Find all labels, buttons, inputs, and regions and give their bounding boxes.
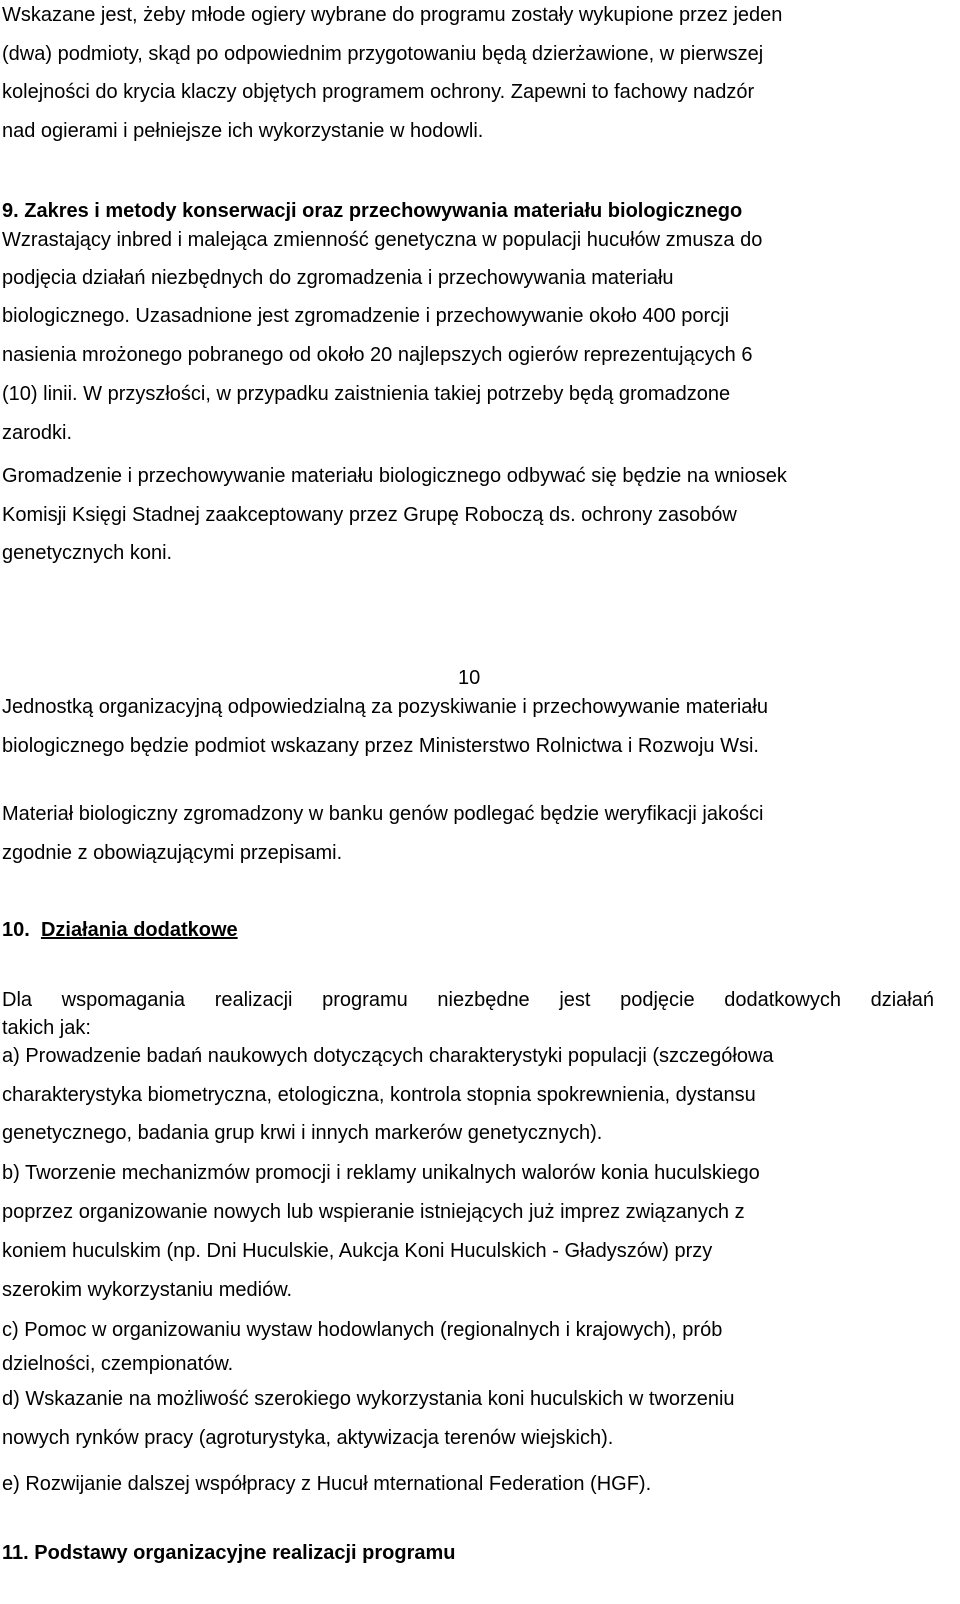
section-9-line: Komisji Księgi Stadnej zaakceptowany przez Grupę Roboczą ds. ochrony zasobów	[2, 504, 737, 526]
intro-line: nad ogierami i pełniejsze ich wykorzystanie w hodowli.	[2, 120, 484, 142]
list-item-line: b) Tworzenie mechanizmów promocji i reklamy unikalnych walorów konia huculskiego	[2, 1162, 760, 1184]
section-11-heading: 11. Podstawy organizacyjne realizacji programu	[2, 1542, 456, 1564]
section-10-intro: takich jak:	[2, 1017, 91, 1039]
list-item-line: charakterystyka biometryczna, etologiczna, kontrola stopnia spokrewnienia, dystansu	[2, 1084, 756, 1106]
list-item-line: nowych rynków pracy (agroturystyka, aktywizacja terenów wiejskich).	[2, 1427, 614, 1449]
intro-line: kolejności do krycia klaczy objętych programem ochrony. Zapewni to fachowy nadzór	[2, 81, 755, 103]
section-10-heading	[2, 918, 238, 942]
unit-line: Jednostką organizacyjną odpowiedzialną za pozyskiwanie i przechowywanie materiału	[2, 696, 768, 718]
section-9-line: genetycznych koni.	[2, 542, 173, 564]
section-9-line: nasienia mrożonego pobranego od około 20 najlepszych ogierów reprezentujących 6	[2, 344, 753, 366]
list-item-line: szerokim wykorzystaniu mediów.	[2, 1279, 293, 1301]
section-9-line: biologicznego. Uzasadnione jest zgromadzenie i przechowywanie około 400 porcji	[2, 305, 730, 327]
list-item-line: a) Prowadzenie badań naukowych dotyczących charakterystyki populacji (szczegółowa	[2, 1045, 774, 1067]
intro-line: (dwa) podmioty, skąd po odpowiednim przygotowaniu będą dzierżawione, w pierwszej	[2, 43, 764, 65]
unit-line: biologicznego będzie podmiot wskazany przez Ministerstwo Rolnictwa i Rozwoju Wsi.	[2, 735, 759, 757]
page-number: 10	[458, 667, 481, 689]
list-item-line: d) Wskazanie na możliwość szerokiego wykorzystania koni huculskich w tworzeniu	[2, 1388, 735, 1410]
material-line: zgodnie z obowiązującymi przepisami.	[2, 842, 343, 864]
list-item-line: e) Rozwijanie dalszej współpracy z Hucuł mternational Federation (HGF).	[2, 1473, 652, 1495]
section-9-heading: 9. Zakres i metody konserwacji oraz przechowywania materiału biologicznego	[2, 200, 743, 222]
list-item-line: poprzez organizowanie nowych lub wspieranie istniejących już imprez związanych z	[2, 1201, 745, 1223]
section-9-line: podjęcia działań niezbędnych do zgromadzenia i przechowywania materiału	[2, 267, 674, 289]
list-item-line: koniem huculskim (np. Dni Huculskie, Aukcja Koni Huculskich - Gładyszów) przy	[2, 1240, 713, 1262]
section-10-title: Działania dodatkowe	[40, 919, 238, 941]
list-item-line: dzielności, czempionatów.	[2, 1353, 234, 1375]
section-9-line: Wzrastający inbred i malejąca zmienność genetyczna w populacji hucułów zmusza do	[2, 229, 763, 251]
section-9-line: zarodki.	[2, 422, 73, 444]
list-item-line: genetycznego, badania grup krwi i innych markerów genetycznych).	[2, 1122, 603, 1144]
list-item-line: c) Pomoc w organizowaniu wystaw hodowlanych (regionalnych i krajowych), prób	[2, 1319, 723, 1341]
section-10-number: 10.	[2, 919, 30, 941]
section-9-line: Gromadzenie i przechowywanie materiału biologicznego odbywać się będzie na wniosek	[2, 465, 787, 487]
intro-line: Wskazane jest, żeby młode ogiery wybrane do programu zostały wykupione przez jeden	[2, 4, 783, 26]
section-9-line: (10) linii. W przyszłości, w przypadku zaistnienia takiej potrzeby będą gromadzone	[2, 383, 731, 405]
material-line: Materiał biologiczny zgromadzony w banku genów podlegać będzie weryfikacji jakości	[2, 803, 764, 825]
section-10-intro: Dla wspomagania realizacji programu niezbędne jest podjęcie dodatkowych działań	[2, 989, 934, 1011]
